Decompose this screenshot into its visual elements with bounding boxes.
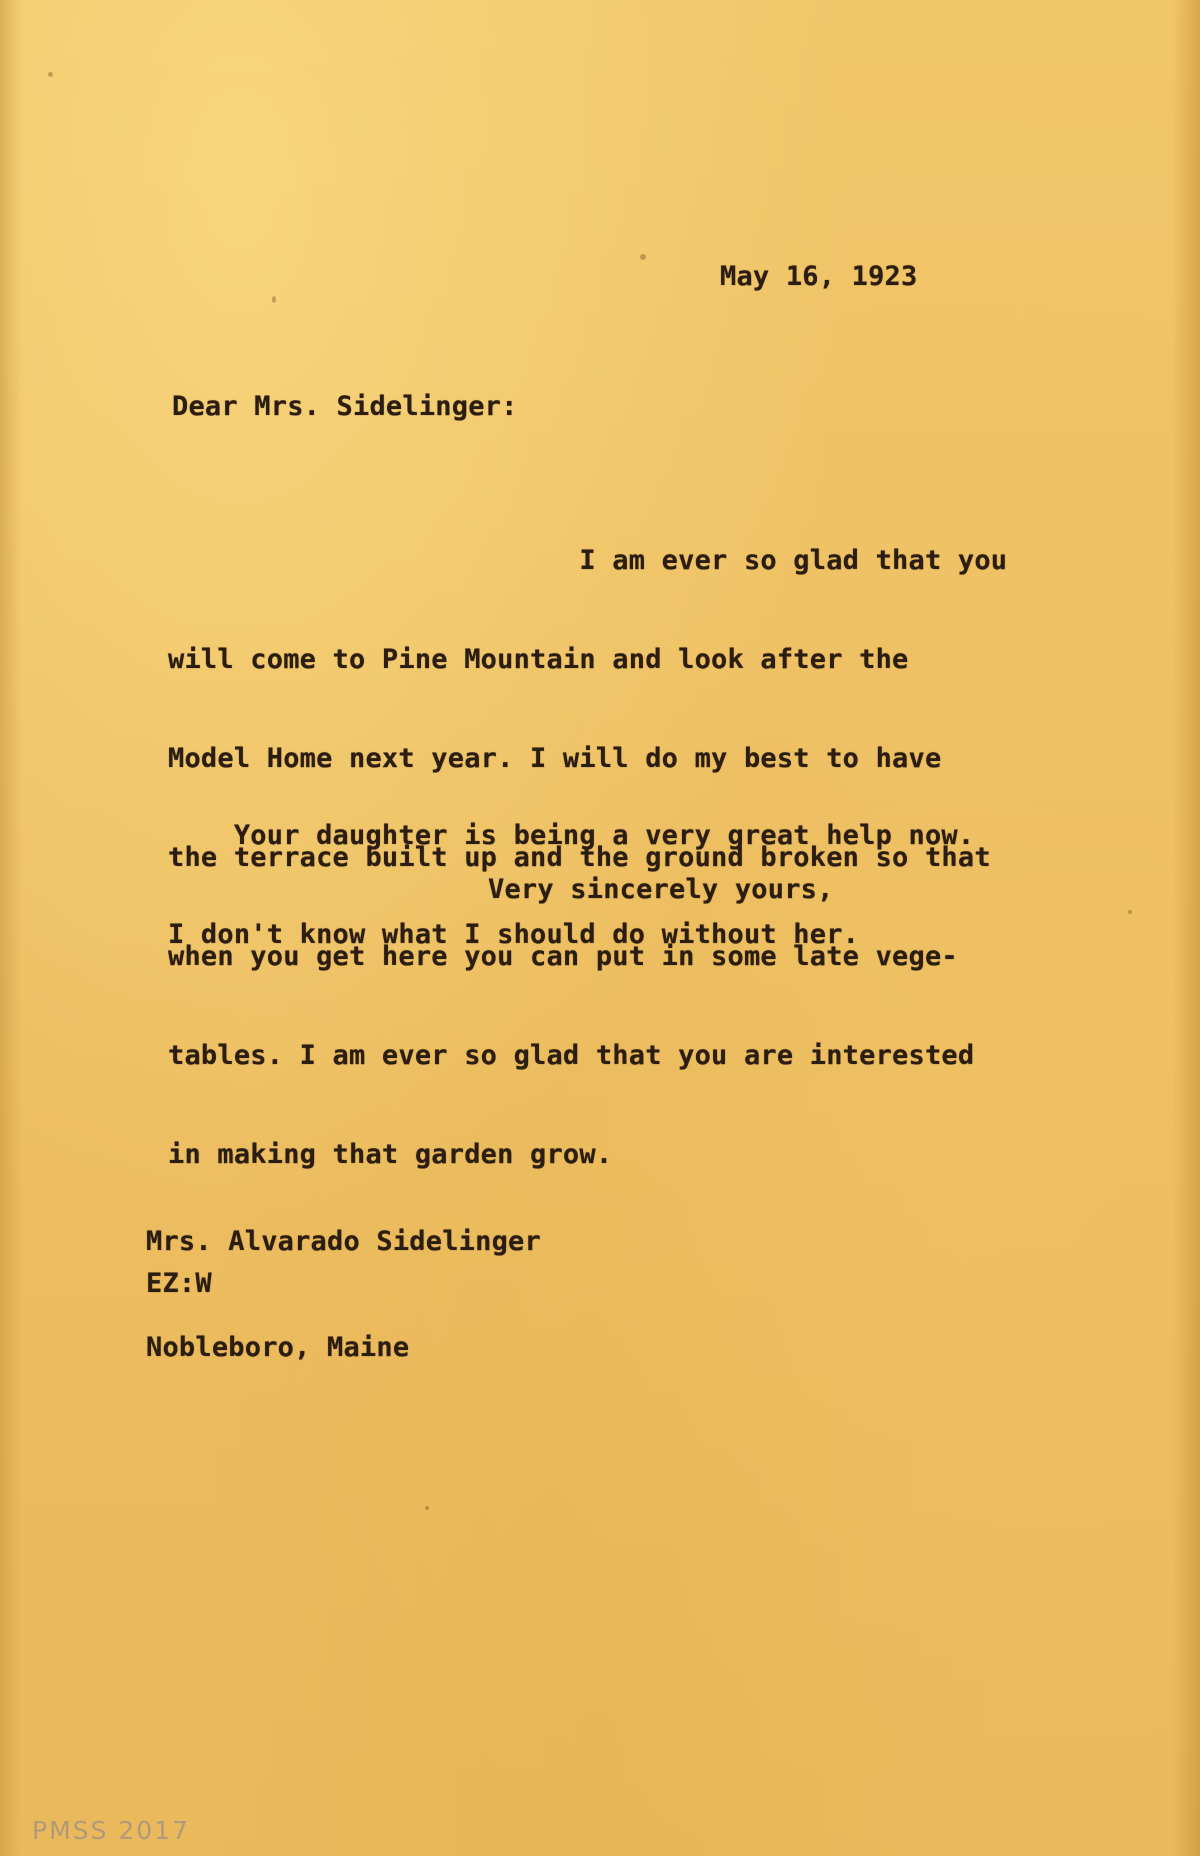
recipient-location: Nobleboro, Maine: [146, 1332, 410, 1363]
closing: Very sincerely yours,: [488, 874, 834, 905]
salutation: Dear Mrs. Sidelinger:: [172, 391, 518, 422]
archive-watermark: PMSS 2017: [32, 1816, 190, 1845]
paper-speck: [48, 72, 53, 77]
letter-date: May 16, 1923: [720, 261, 918, 292]
paper-speck: [1128, 910, 1132, 914]
body-line: in making that garden grow.: [168, 1139, 613, 1170]
body-line: tables. I am ever so glad that you are interested: [168, 1040, 975, 1071]
body-line: will come to Pine Mountain and look after the: [168, 644, 909, 675]
body-line: when you get here you can put in some late vege-: [168, 941, 958, 972]
typist-initials: EZ:W: [146, 1268, 212, 1299]
body-line: I am ever so glad that you: [168, 545, 1008, 576]
paper-speck: [425, 1506, 429, 1510]
paper-edge-right: [1172, 0, 1200, 1856]
body-line: Model Home next year. I will do my best to have: [168, 743, 942, 774]
paper-speck: [640, 254, 646, 260]
body-line: the terrace built up and the ground broken so that: [168, 842, 991, 873]
paper-edge-left: [0, 0, 22, 1856]
recipient-name: Mrs. Alvarado Sidelinger: [146, 1226, 541, 1257]
body-line: I don't know what I should do without her.: [168, 919, 860, 950]
paper-speck: [272, 296, 276, 303]
body-line: Your daughter is being a very great help now.: [168, 820, 975, 851]
